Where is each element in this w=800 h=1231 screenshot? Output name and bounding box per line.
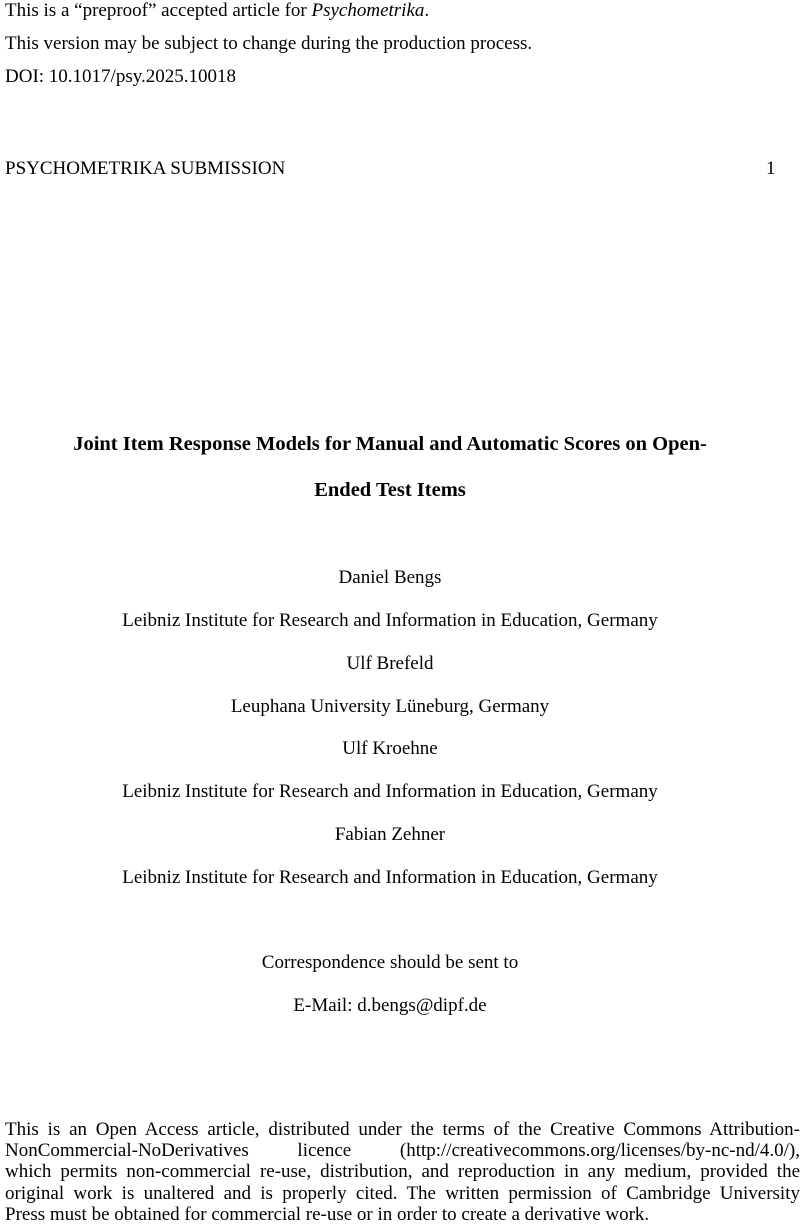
license-line: NonCommercial-NoDerivatives licence (http://creativecommons.org/licenses/by-nc-nd/4.0/), — [5, 1140, 800, 1162]
doi-line: DOI: 10.1017/psy.2025.10018 — [5, 66, 236, 87]
journal-name: Psychometrika — [311, 0, 425, 21]
author-name: Fabian Zehner — [334, 824, 446, 845]
author-name: Daniel Bengs — [338, 567, 442, 588]
license-line: which permits non-commercial re-use, distribution, and reproduction in any medium, provided the — [5, 1161, 800, 1183]
correspondence-label: Correspondence should be sent to — [261, 952, 519, 973]
author-affiliation: Leibniz Institute for Research and Information in Education, Germany — [122, 781, 658, 802]
license-line: original work is unaltered and is properly cited. The written permission of Cambridge University — [5, 1182, 800, 1204]
author-affiliation: Leibniz Institute for Research and Information in Education, Germany — [122, 610, 658, 631]
correspondence-email: E-Mail: d.bengs@dipf.de — [293, 995, 487, 1016]
preproof-suffix: . — [424, 0, 430, 21]
article-title-line-1: Joint Item Response Models for Manual and Automatic Scores on Open- — [73, 433, 707, 455]
license-line: This is an Open Access article, distributed under the terms of the Creative Commons Attribution- — [5, 1119, 800, 1140]
article-title-line-2: Ended Test Items — [314, 479, 466, 501]
license-statement — [5, 1119, 800, 1225]
author-affiliation: Leuphana University Lüneburg, Germany — [230, 696, 550, 717]
preproof-notice-line-1 — [5, 0, 429, 22]
author-name: Ulf Brefeld — [346, 653, 434, 674]
preproof-notice-line-2: This version may be subject to change during the production process. — [5, 33, 533, 54]
license-line: Press must be obtained for commercial re-use or in order to create a derivative work. — [5, 1203, 650, 1225]
preproof-prefix: This is a “preproof” accepted article for — [5, 0, 307, 21]
author-name: Ulf Kroehne — [342, 738, 438, 759]
running-head-title: PSYCHOMETRIKA SUBMISSION — [5, 158, 286, 179]
page-number: 1 — [766, 158, 776, 179]
author-affiliation: Leibniz Institute for Research and Information in Education, Germany — [122, 867, 658, 888]
